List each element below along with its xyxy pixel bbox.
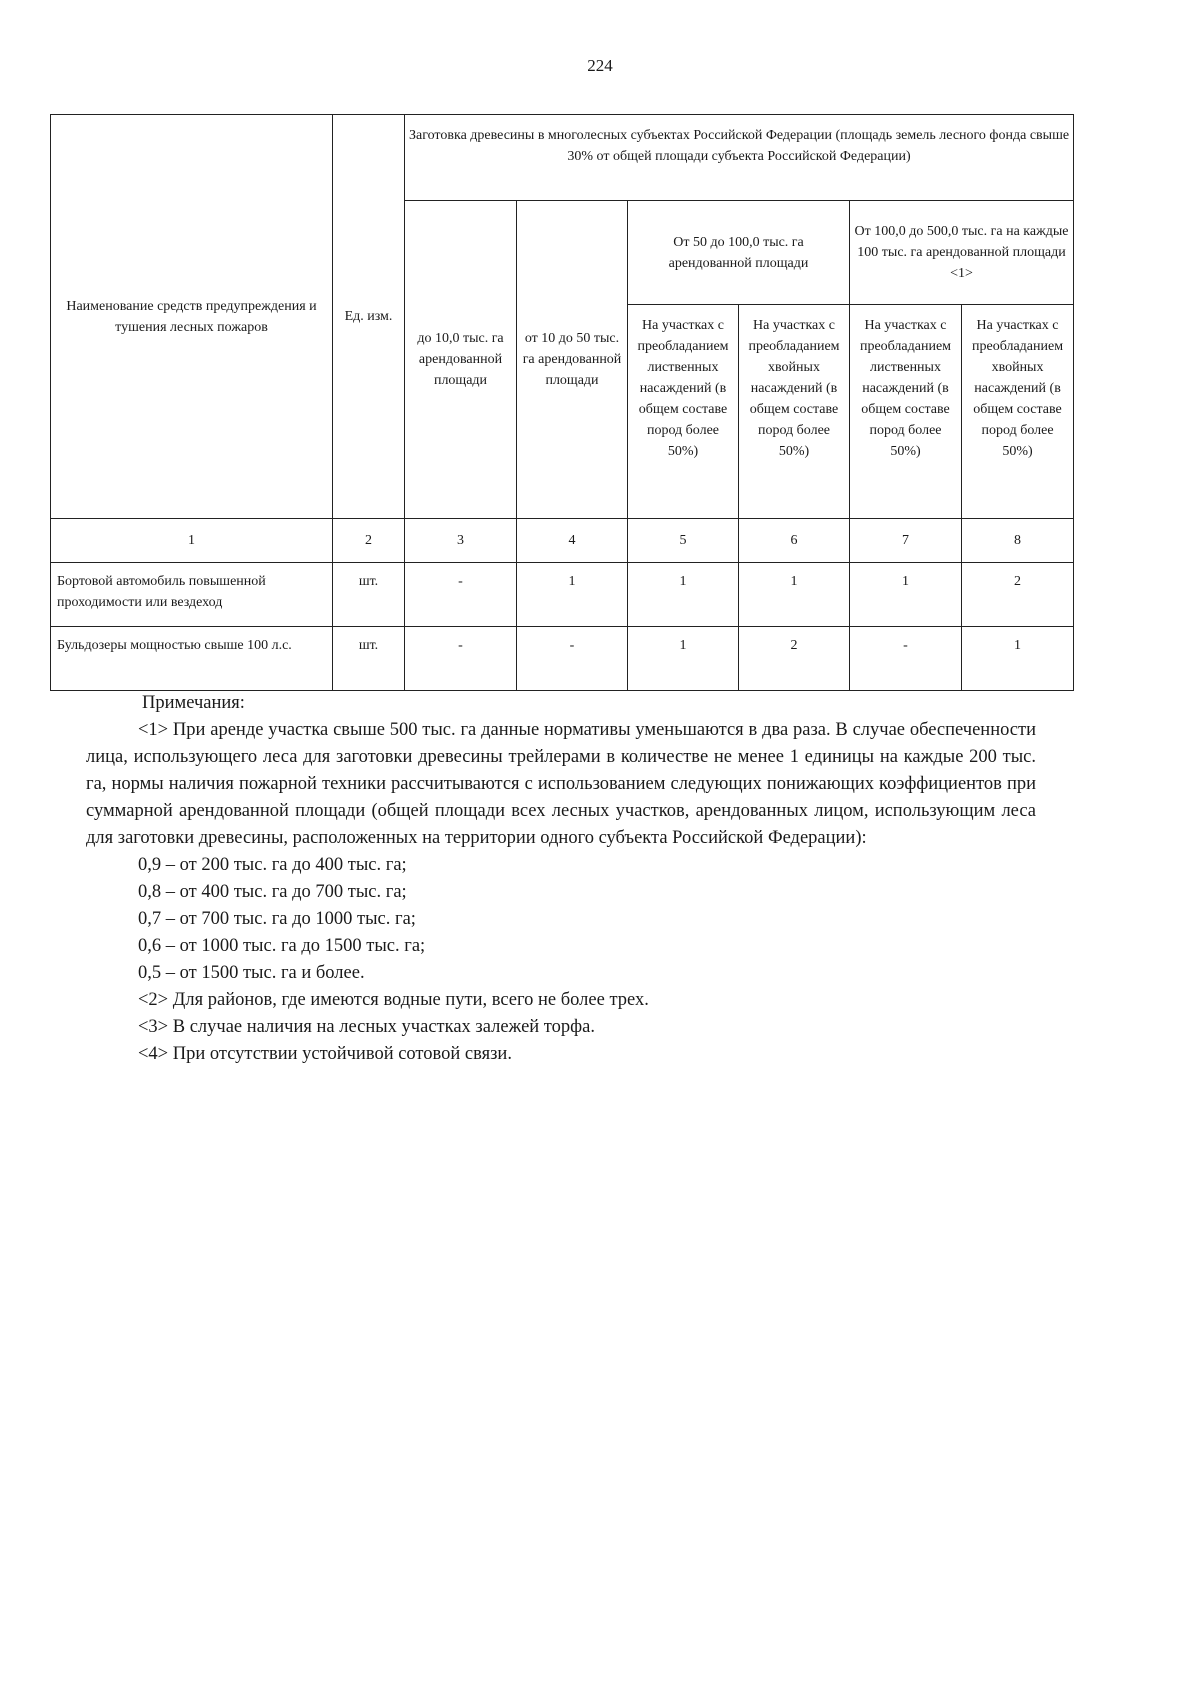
column-number: 7 bbox=[850, 519, 962, 563]
value-cell: 1 bbox=[628, 563, 739, 627]
note-4: <4> При отсутствии устойчивой сотовой связи. bbox=[138, 1044, 512, 1064]
column-number: 4 bbox=[517, 519, 628, 563]
equipment-name-cell: Бульдозеры мощностью свыше 100 л.с. bbox=[51, 627, 333, 691]
value-cell: - bbox=[517, 627, 628, 691]
value-cell: 1 bbox=[517, 563, 628, 627]
column-number: 5 bbox=[628, 519, 739, 563]
header-col3: до 10,0 тыс. га арендованной площади bbox=[405, 201, 517, 519]
note-3: <3> В случае наличия на лесных участках залежей торфа. bbox=[138, 1017, 595, 1037]
column-number-row bbox=[51, 519, 1074, 563]
column-number: 2 bbox=[333, 519, 405, 563]
notes-title: Примечания: bbox=[142, 693, 245, 713]
table-row bbox=[51, 563, 1074, 627]
header-col6: На участках с преобладанием хвойных насаждений (в общем составе пород более 50%) bbox=[739, 305, 850, 519]
value-cell: - bbox=[405, 563, 517, 627]
header-equipment-name: Наименование средств предупреждения и тушения лесных пожаров bbox=[51, 115, 333, 519]
value-cell: - bbox=[405, 627, 517, 691]
note-2: <2> Для районов, где имеются водные пути, всего не более трех. bbox=[138, 990, 649, 1010]
coefficient-item: 0,7 – от 700 тыс. га до 1000 тыс. га; bbox=[138, 909, 416, 929]
header-col7: На участках с преобладанием лиственных насаждений (в общем составе пород более 50%) bbox=[850, 305, 962, 519]
value-cell: 1 bbox=[739, 563, 850, 627]
value-cell: 2 bbox=[962, 563, 1074, 627]
header-col5: На участках с преобладанием лиственных насаждений (в общем составе пород более 50%) bbox=[628, 305, 739, 519]
header-group-harvesting: Заготовка древесины в многолесных субъектах Российской Федерации (площадь земель лесного фонда свыше 30% от общей площади субъекта Российской Федерации) bbox=[405, 115, 1074, 201]
coefficient-item: 0,5 – от 1500 тыс. га и более. bbox=[138, 963, 365, 983]
value-cell: 1 bbox=[850, 563, 962, 627]
notes-section bbox=[86, 690, 1036, 1068]
unit-cell: шт. bbox=[333, 563, 405, 627]
value-cell: 1 bbox=[962, 627, 1074, 691]
header-subgroup-100-500: От 100,0 до 500,0 тыс. га на каждые 100 тыс. га арендованной площади <1> bbox=[850, 201, 1074, 305]
column-number: 8 bbox=[962, 519, 1074, 563]
column-number: 3 bbox=[405, 519, 517, 563]
header-unit: Ед. изм. bbox=[333, 115, 405, 519]
header-subgroup-50-100: От 50 до 100,0 тыс. га арендованной площади bbox=[628, 201, 850, 305]
value-cell: - bbox=[850, 627, 962, 691]
coefficient-item: 0,9 – от 200 тыс. га до 400 тыс. га; bbox=[138, 855, 407, 875]
column-number: 1 bbox=[51, 519, 333, 563]
table-row bbox=[51, 627, 1074, 691]
unit-cell: шт. bbox=[333, 627, 405, 691]
fire-equipment-norms-table bbox=[50, 114, 1074, 691]
note-1: <1> При аренде участка свыше 500 тыс. га данные нормативы уменьшаются в два раза. В случае обеспеченности лица, использующего леса для заготовки древесины трейлерами в количестве не менее 1 единицы на каждые 200 тыс. га, нормы наличия пожарной техники рассчитываются с использованием следующих понижающих коэффициентов при суммарной арендованной площади (общей площади всех лесных участков, арендованных лицом, использующим леса для заготовки древесины, расположенных на территории одного субъекта Российской Федерации): bbox=[86, 720, 1036, 848]
equipment-name-cell: Бортовой автомобиль повышенной проходимости или вездеход bbox=[51, 563, 333, 627]
coefficient-item: 0,6 – от 1000 тыс. га до 1500 тыс. га; bbox=[138, 936, 426, 956]
coefficient-item: 0,8 – от 400 тыс. га до 700 тыс. га; bbox=[138, 882, 407, 902]
value-cell: 2 bbox=[739, 627, 850, 691]
page-number: 224 bbox=[587, 56, 613, 75]
column-number: 6 bbox=[739, 519, 850, 563]
value-cell: 1 bbox=[628, 627, 739, 691]
header-col4: от 10 до 50 тыс. га арендованной площади bbox=[517, 201, 628, 519]
header-col8: На участках с преобладанием хвойных насаждений (в общем составе пород более 50%) bbox=[962, 305, 1074, 519]
